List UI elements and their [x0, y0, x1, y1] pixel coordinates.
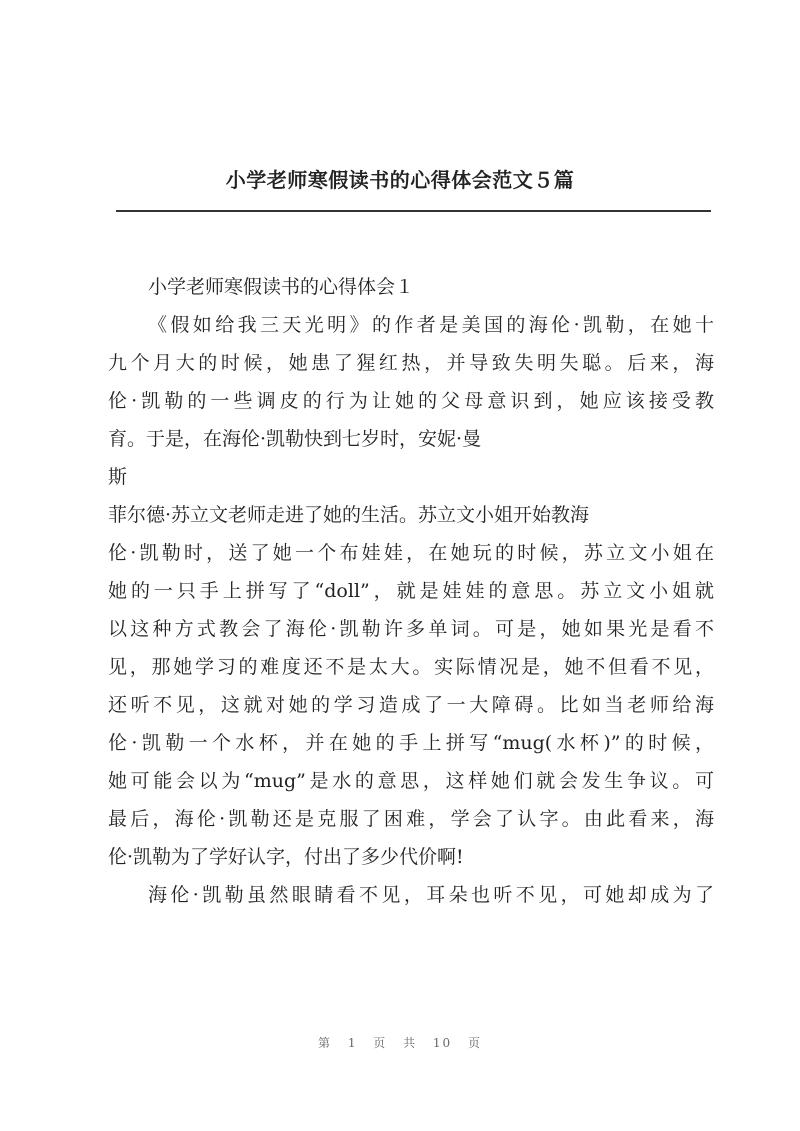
paragraph-line: 伦·凯勒为了学好认字，付出了多少代价啊!	[108, 846, 464, 868]
paragraph-line: 伦·凯勒一个水杯，并在她的手上拼写“mug(水杯)”的时候，	[108, 732, 714, 754]
paragraph-line: 最后，海伦·凯勒还是克服了困难，学会了认字。由此看来，海	[108, 808, 714, 830]
paragraph-line: 斯	[108, 466, 128, 488]
paragraph-line: 见，那她学习的难度还不是太大。实际情况是，她不但看不见，	[108, 656, 714, 678]
paragraph-line: 还听不见，这就对她的学习造成了一大障碍。比如当老师给海	[108, 694, 714, 716]
paragraph-line: 伦·凯勒时，送了她一个布娃娃，在她玩的时候，苏立文小姐在	[108, 542, 714, 564]
document-body	[108, 268, 714, 914]
section-heading: 小学老师寒假读书的心得体会１	[148, 276, 415, 298]
paragraph-line: 菲尔德·苏立文老师走进了她的生活。苏立文小姐开始教海	[108, 504, 590, 526]
paragraph-line: 九个月大的时候，她患了猩红热，并导致失明失聪。后来，海	[108, 352, 714, 374]
paragraph-line: 她的一只手上拼写了“doll”，就是娃娃的意思。苏立文小姐就	[108, 580, 714, 602]
page-number: 第 1 页 共 10 页	[318, 1036, 482, 1050]
paragraph-line: 育。于是，在海伦·凯勒快到七岁时，安妮·曼	[108, 428, 482, 450]
paragraph-line: 她可能会以为“mug”是水的意思，这样她们就会发生争议。可	[108, 770, 714, 792]
paragraph-line: 伦·凯勒的一些调皮的行为让她的父母意识到，她应该接受教	[108, 390, 714, 412]
paragraph-line: 《假如给我三天光明》的作者是美国的海伦·凯勒，在她十	[148, 314, 714, 336]
document-title: 小学老师寒假读书的心得体会范文５篇	[225, 168, 575, 192]
paragraph-line: 海伦·凯勒虽然眼睛看不见，耳朵也听不见，可她却成为了	[148, 884, 714, 906]
title-divider	[116, 210, 711, 212]
paragraph-line: 以这种方式教会了海伦·凯勒许多单词。可是，她如果光是看不	[108, 618, 714, 640]
